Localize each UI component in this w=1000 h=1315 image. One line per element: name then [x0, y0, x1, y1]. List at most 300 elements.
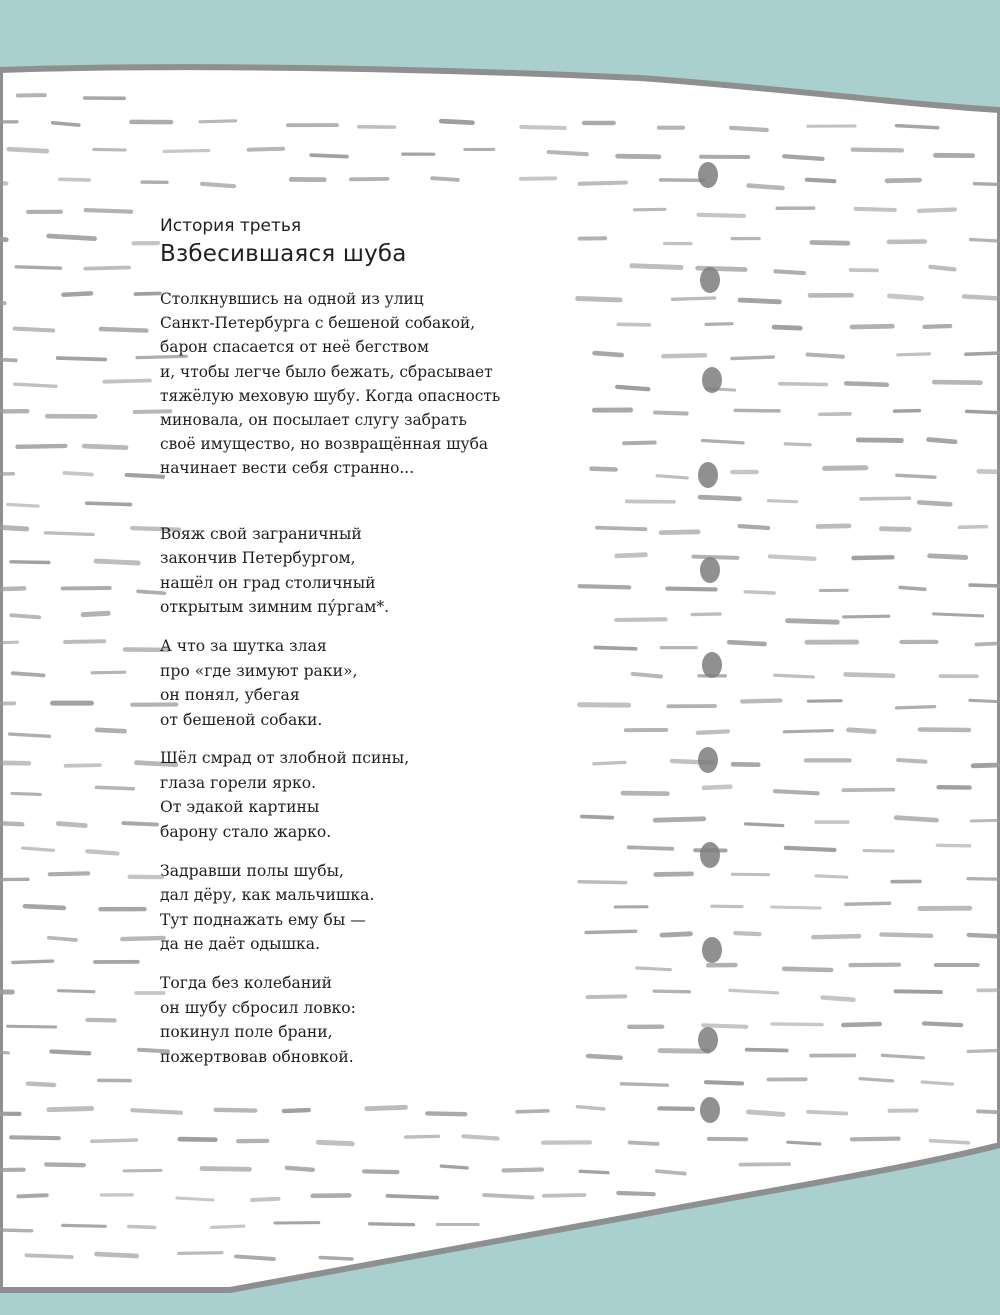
fur-stroke	[825, 468, 866, 469]
fur-stroke	[588, 996, 625, 997]
fur-stroke	[64, 473, 92, 475]
fur-stroke	[594, 762, 625, 763]
summary-line: барон спасается от неё бегством	[160, 338, 429, 357]
fur-stroke	[854, 557, 893, 558]
fur-stroke	[85, 268, 129, 269]
fur-stroke	[64, 293, 92, 294]
poem-line: Шёл смрад от злобной псины,	[160, 749, 410, 768]
fur-stroke	[10, 734, 50, 736]
fur-stroke	[597, 528, 645, 530]
fur-stroke	[50, 873, 88, 874]
fur-stroke	[0, 703, 14, 704]
coat-button	[698, 462, 718, 488]
fur-stroke	[749, 186, 783, 188]
fur-stroke	[92, 1140, 136, 1141]
fur-stroke	[846, 383, 887, 384]
fur-stroke	[775, 791, 818, 793]
fur-stroke	[772, 907, 821, 908]
story-text	[160, 215, 560, 1084]
fur-stroke	[84, 446, 126, 448]
fur-stroke	[655, 413, 687, 414]
fur-stroke	[212, 1226, 244, 1227]
fur-stroke	[633, 674, 661, 677]
fur-stroke	[740, 526, 768, 528]
coat-button	[698, 747, 718, 773]
fur-stroke	[441, 1166, 467, 1168]
fur-stroke	[929, 440, 956, 442]
fur-stroke	[931, 1141, 969, 1143]
fur-stroke	[96, 561, 138, 563]
fur-stroke	[853, 150, 902, 151]
fur-stroke	[0, 474, 13, 475]
coat-button	[698, 162, 718, 188]
poem-line: пожертвовав обновкой.	[160, 1047, 354, 1066]
fur-stroke	[704, 787, 730, 788]
fur-stroke	[12, 793, 40, 794]
fur-stroke	[367, 1107, 406, 1108]
fur-stroke	[124, 1170, 161, 1171]
fur-stroke	[94, 149, 125, 150]
fur-stroke	[63, 1225, 105, 1226]
fur-stroke	[849, 730, 875, 732]
fur-stroke	[97, 730, 124, 731]
fur-stroke	[919, 502, 950, 504]
fur-stroke	[49, 1109, 92, 1110]
fur-stroke	[624, 443, 655, 444]
coat-button	[698, 1027, 718, 1053]
fur-stroke	[971, 820, 1000, 821]
fur-stroke	[580, 183, 626, 184]
fur-stroke	[364, 1171, 397, 1172]
fur-stroke	[729, 642, 764, 644]
fur-stroke	[979, 471, 1000, 472]
fur-stroke	[97, 787, 134, 788]
fur-stroke	[959, 527, 986, 528]
fur-stroke	[896, 991, 941, 992]
coat-button	[700, 557, 720, 583]
fur-stroke	[974, 184, 1000, 185]
fur-stroke	[104, 381, 149, 382]
poem-line: нашёл он град столичный	[160, 573, 376, 592]
fur-stroke	[580, 1171, 608, 1172]
poem-stanza	[160, 634, 560, 732]
fur-stroke	[179, 1253, 222, 1254]
fur-stroke	[58, 824, 85, 826]
fur-stroke	[740, 300, 779, 302]
fur-stroke	[970, 700, 1000, 702]
fur-stroke	[852, 1139, 899, 1140]
fur-stroke	[11, 615, 39, 617]
fur-stroke	[87, 503, 131, 504]
fur-stroke	[311, 155, 347, 157]
coat-button	[700, 267, 720, 293]
fur-stroke	[27, 1255, 72, 1257]
fur-stroke	[856, 209, 895, 210]
coat-button	[700, 842, 720, 868]
fur-stroke	[441, 121, 472, 123]
fur-stroke	[504, 1170, 543, 1171]
poem-line: открытым зимним пу́ргам*.	[160, 598, 390, 617]
fur-stroke	[971, 240, 1000, 242]
fur-stroke	[618, 1193, 653, 1194]
fur-stroke	[749, 1112, 784, 1115]
fur-stroke	[898, 354, 930, 355]
fur-stroke	[732, 357, 773, 358]
fur-stroke	[65, 641, 104, 642]
fur-stroke	[432, 178, 458, 180]
fur-stroke	[897, 475, 935, 477]
fur-stroke	[864, 851, 893, 852]
fur-stroke	[164, 151, 209, 152]
fur-stroke	[616, 619, 665, 620]
fur-stroke	[60, 179, 89, 180]
fur-stroke	[618, 156, 659, 157]
fur-stroke	[586, 931, 636, 932]
fur-stroke	[15, 384, 56, 386]
fur-stroke	[846, 903, 890, 904]
fur-stroke	[592, 469, 616, 470]
fur-stroke	[544, 1195, 584, 1196]
fur-stroke	[588, 1056, 620, 1058]
fur-stroke	[976, 643, 1000, 644]
fur-stroke	[0, 588, 24, 589]
fur-stroke	[580, 586, 630, 587]
poem-line: покинул поле брани,	[160, 1023, 333, 1042]
fur-stroke	[58, 358, 105, 360]
fur-stroke	[0, 1230, 32, 1231]
fur-stroke	[808, 355, 843, 357]
fur-stroke	[919, 210, 955, 211]
fur-stroke	[18, 1195, 46, 1196]
fur-stroke	[660, 1051, 708, 1052]
fur-stroke	[895, 411, 920, 412]
fur-stroke	[252, 1199, 278, 1200]
fur-stroke	[897, 126, 938, 128]
fur-stroke	[920, 730, 969, 731]
summary-line: тяжёлую меховую шубу. Когда опасность	[160, 386, 501, 405]
fur-stroke	[236, 1256, 274, 1259]
fur-stroke	[978, 1111, 1000, 1113]
fur-stroke	[101, 329, 147, 331]
fur-stroke	[775, 675, 814, 677]
fur-stroke	[200, 121, 236, 122]
fur-stroke	[617, 387, 648, 389]
summary-line: Столкнувшись на одной из улиц	[160, 290, 424, 308]
fur-stroke	[784, 969, 831, 970]
fur-stroke	[463, 1136, 497, 1138]
fur-stroke	[406, 1136, 439, 1137]
fur-stroke	[8, 505, 38, 507]
poem-line: про «где зимуют раки»,	[160, 661, 358, 680]
fur-stroke	[700, 497, 739, 499]
fur-stroke	[618, 324, 649, 325]
fur-stroke	[320, 1258, 352, 1260]
fur-stroke	[8, 1026, 56, 1027]
fur-stroke	[427, 1113, 465, 1114]
fur-stroke	[930, 556, 966, 558]
fur-stroke	[898, 760, 925, 762]
fur-stroke	[964, 297, 1000, 300]
fur-stroke	[812, 243, 848, 244]
fur-stroke	[846, 674, 894, 675]
fur-stroke	[579, 882, 626, 883]
fur-stroke	[742, 701, 780, 702]
fur-stroke	[934, 382, 980, 383]
fur-stroke	[0, 238, 6, 239]
fur-stroke	[966, 353, 1000, 354]
fur-stroke	[370, 1224, 414, 1225]
fur-stroke	[780, 384, 826, 385]
fur-stroke	[45, 533, 93, 535]
fur-stroke	[49, 938, 76, 940]
fur-stroke	[83, 613, 108, 614]
story-number: История третья	[160, 216, 302, 236]
fur-stroke	[659, 1108, 693, 1109]
fur-stroke	[788, 1142, 820, 1144]
fur-stroke	[693, 557, 737, 558]
fur-stroke	[731, 128, 767, 130]
fur-stroke	[784, 731, 832, 732]
poem-line: дал дёру, как мальчишка.	[160, 886, 375, 905]
poem-line: он шубу сбросил ловко:	[160, 998, 356, 1017]
poem-line: Задравши полы шубы,	[160, 861, 345, 880]
fur-stroke	[900, 587, 925, 589]
fur-stroke	[16, 267, 60, 268]
fur-stroke	[672, 298, 714, 299]
fur-stroke	[9, 149, 47, 151]
poem-stanza	[160, 522, 560, 620]
fur-stroke	[0, 763, 29, 764]
fur-stroke	[122, 938, 163, 939]
fur-stroke	[578, 299, 620, 300]
fur-stroke	[809, 701, 842, 702]
fur-stroke	[745, 592, 774, 593]
fur-stroke	[177, 1198, 213, 1200]
poem-line: барону стало жарко.	[160, 822, 332, 841]
fur-stroke	[582, 817, 612, 818]
fur-stroke	[887, 180, 919, 181]
poem	[160, 522, 560, 1070]
fur-stroke	[698, 731, 728, 732]
fur-stroke	[813, 936, 859, 937]
fur-stroke	[667, 589, 715, 590]
poem-line: А что за шутка злая	[160, 637, 327, 656]
fur-stroke	[86, 210, 132, 212]
fur-stroke	[861, 498, 910, 499]
fur-stroke	[785, 444, 810, 445]
fur-stroke	[595, 353, 622, 355]
summary-line: Санкт-Петербурга с бешеной собакой,	[160, 314, 476, 333]
fur-stroke	[595, 648, 635, 649]
summary-line: своё имущество, но возвращённая шуба	[160, 435, 489, 454]
fur-stroke	[0, 181, 6, 184]
fur-stroke	[770, 556, 815, 558]
poem-line: Тогда без колебаний	[160, 974, 333, 993]
fur-stroke	[657, 476, 687, 478]
summary-line: и, чтобы легче было бежать, сбрасывает	[160, 362, 493, 381]
fur-stroke	[66, 765, 100, 766]
fur-stroke	[897, 707, 935, 708]
fur-stroke	[617, 555, 646, 556]
fur-stroke	[735, 933, 759, 934]
fur-stroke	[13, 961, 53, 962]
fur-stroke	[843, 790, 893, 791]
fur-stroke	[87, 1020, 114, 1021]
fur-stroke	[135, 293, 160, 294]
fur-stroke	[774, 327, 800, 328]
fur-stroke	[807, 180, 835, 182]
fur-stroke	[747, 1050, 787, 1051]
fur-stroke	[216, 1110, 256, 1111]
fur-stroke	[635, 209, 666, 210]
fur-stroke	[775, 271, 804, 273]
fur-stroke	[662, 934, 690, 935]
fur-stroke	[692, 614, 720, 615]
fur-stroke	[772, 1024, 822, 1025]
fur-stroke	[92, 672, 125, 673]
fur-stroke	[18, 446, 66, 447]
story-summary	[160, 287, 560, 481]
fur-stroke	[706, 324, 732, 325]
fur-stroke	[11, 562, 49, 563]
fur-stroke	[746, 824, 783, 826]
fur-stroke	[0, 527, 27, 529]
fur-stroke	[123, 823, 157, 825]
fur-stroke	[632, 266, 681, 268]
fur-stroke	[968, 879, 1000, 880]
fur-stroke	[87, 851, 117, 853]
fur-stroke	[769, 501, 797, 502]
fur-stroke	[860, 1079, 892, 1081]
fur-stroke	[934, 614, 983, 616]
fur-stroke	[881, 934, 931, 935]
fur-stroke	[127, 475, 163, 477]
fur-stroke	[549, 152, 587, 154]
fur-stroke	[13, 673, 44, 675]
fur-stroke	[521, 127, 564, 128]
fur-stroke	[318, 1142, 352, 1144]
fur-stroke	[656, 874, 692, 875]
fur-stroke	[816, 876, 847, 877]
fur-stroke	[284, 1110, 309, 1111]
fur-stroke	[924, 1023, 961, 1025]
fur-stroke	[129, 1227, 155, 1228]
fur-stroke	[28, 1084, 54, 1085]
fur-stroke	[521, 178, 556, 179]
fur-stroke	[484, 1195, 532, 1198]
coat-button	[702, 937, 722, 963]
poem-line: да не даёт одышка.	[160, 935, 321, 954]
fur-stroke	[517, 1111, 548, 1112]
fur-stroke	[852, 326, 892, 327]
fur-stroke	[922, 1082, 952, 1084]
fur-stroke	[973, 765, 1000, 766]
fur-stroke	[623, 793, 668, 794]
fur-stroke	[844, 616, 889, 617]
fur-stroke	[249, 149, 284, 150]
fur-stroke	[786, 848, 835, 850]
fur-stroke	[699, 215, 744, 216]
fur-stroke	[740, 1164, 789, 1165]
fur-stroke	[808, 1112, 846, 1114]
fur-stroke	[937, 845, 969, 846]
fur-stroke	[661, 532, 698, 533]
poem-stanza	[160, 746, 560, 844]
fur-stroke	[930, 267, 954, 270]
fur-stroke	[0, 822, 22, 824]
summary-line: миновала, он посылает слугу забрать	[160, 411, 467, 430]
fur-stroke	[621, 1084, 667, 1085]
fur-stroke	[881, 529, 909, 530]
story-title: Взбесившаяся шуба	[160, 241, 407, 267]
fur-stroke	[0, 642, 17, 643]
fur-stroke	[59, 991, 94, 992]
summary-line: начинает вести себя странно...	[160, 459, 415, 478]
fur-stroke	[0, 358, 16, 360]
fur-stroke	[97, 1254, 137, 1256]
fur-stroke	[654, 991, 689, 992]
poem-line: от бешеной собаки.	[160, 710, 323, 729]
fur-stroke	[657, 1171, 685, 1174]
fur-stroke	[0, 302, 5, 304]
fur-stroke	[180, 1139, 216, 1140]
poem-stanza	[160, 971, 560, 1069]
fur-stroke	[818, 526, 849, 527]
poem-line: Тут поднажать ему бы —	[160, 910, 366, 929]
fur-stroke	[46, 1164, 83, 1165]
fur-stroke	[25, 906, 64, 908]
fur-stroke	[11, 1137, 59, 1138]
fur-stroke	[968, 1050, 1000, 1051]
fur-stroke	[577, 1107, 603, 1109]
fur-stroke	[661, 180, 704, 181]
fur-stroke	[890, 296, 922, 298]
fur-stroke	[202, 1169, 249, 1170]
fur-stroke	[630, 1143, 658, 1144]
fur-stroke	[388, 1196, 438, 1198]
fur-stroke	[823, 998, 854, 1000]
poem-line: Вояж свой заграничный	[160, 524, 362, 543]
fur-stroke	[703, 1025, 746, 1027]
fur-stroke	[202, 184, 234, 186]
fur-stroke	[925, 326, 951, 327]
fur-stroke	[132, 1110, 181, 1113]
fur-stroke	[970, 585, 1000, 586]
poem-line: он понял, убегая	[160, 686, 300, 705]
poem-line: глаза горели ярко.	[160, 773, 317, 792]
coat-button	[700, 1097, 720, 1123]
poem-line: закончив Петербургом,	[160, 549, 356, 568]
fur-stroke	[858, 440, 901, 441]
fur-stroke	[843, 1024, 879, 1025]
fur-stroke	[0, 1170, 24, 1171]
fur-stroke	[49, 236, 95, 239]
fur-stroke	[788, 621, 838, 623]
fur-stroke	[53, 123, 79, 125]
fur-stroke	[784, 156, 822, 159]
fur-stroke	[969, 935, 1000, 937]
fur-stroke	[967, 411, 1000, 413]
fur-stroke	[663, 355, 705, 356]
poem-stanza	[160, 859, 560, 957]
fur-stroke	[15, 329, 54, 331]
fur-stroke	[706, 1082, 742, 1083]
fur-stroke	[896, 818, 936, 821]
fur-stroke	[655, 819, 703, 820]
fur-stroke	[629, 847, 673, 849]
coat-button	[702, 367, 722, 393]
fur-stroke	[52, 1052, 90, 1054]
